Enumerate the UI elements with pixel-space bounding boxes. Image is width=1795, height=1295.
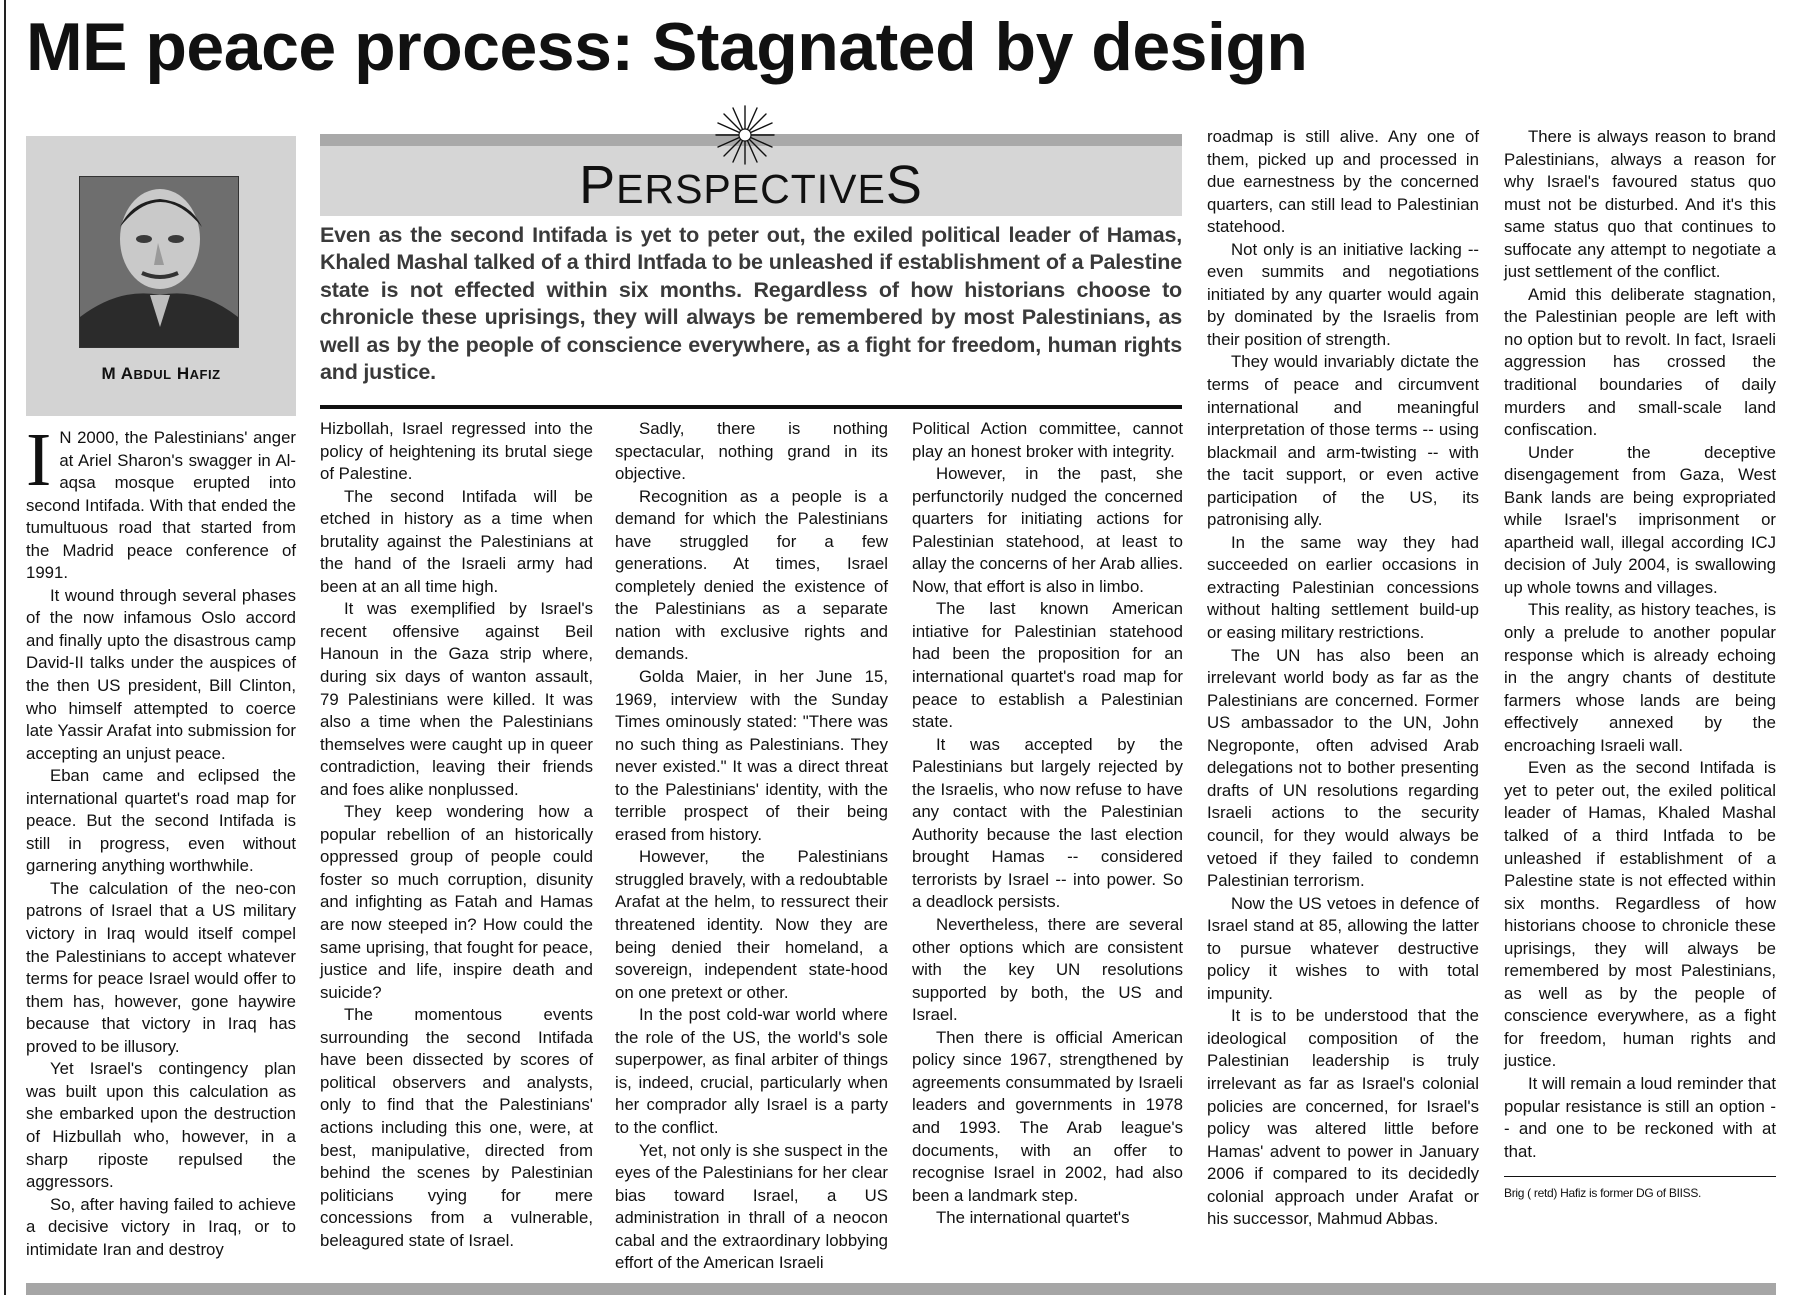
paragraph: It will remain a loud reminder that popular resistance is still an option -- and one to be reckoned with at that. xyxy=(1504,1073,1776,1161)
headline: ME peace process: Stagnated by design xyxy=(26,9,1308,85)
paragraph: Amid this deliberate stagnation, the Palestinian people are left with no option but to revolt. In fact, Israeli aggression has crossed the traditional boundaries of daily murders and small-scale land confiscation. xyxy=(1504,284,1776,440)
article-column-4 xyxy=(912,418,1183,1230)
paragraph: roadmap is still alive. Any one of them, picked up and processed in due earnestness by the concerned quarters, can still lead to Palestinian statehood. xyxy=(1207,127,1479,237)
author-credit: Brig ( retd) Hafiz is former DG of BIISS. xyxy=(1504,1186,1702,1200)
author-name xyxy=(26,364,296,384)
paragraph: They would invariably dictate the terms of peace and circumvent international and meaningful interpretation of those terms -- using blackmail and arm-twisting -- with the tacit support, or even active participation of the US, its patronising ally. xyxy=(1207,352,1479,530)
paragraph: N 2000, the Palestinians' anger at Ariel Sharon's swagger in Al-aqsa mosque erupted into second Intifada. With that ended the tumultuous road that started from the Madrid peace conference of 1991. xyxy=(26,428,296,583)
paragraph: Not only is an initiative lacking -- even summits and negotiations initiated by any quarter would again by dominated by the Israelis from their position of strength. xyxy=(1207,239,1479,349)
paragraph: Yet, not only is she suspect in the eyes of the Palestinians for her clear bias toward Israel, a US administration in thrall of a neocon cabal and the extraordinary lobbying effort of the American Israeli xyxy=(615,1140,888,1273)
paragraph: However, in the past, she perfunctorily nudged the concerned quarters for initiating actions for Palestinian statehood, at least to allay the concerns of her Arab allies. Now, that effort is also in limbo. xyxy=(912,464,1183,596)
paragraph: Yet Israel's contingency plan was built upon this calculation as she embarked upon the destruction of Hizbullah who, however, in a sharp riposte repulsed the aggressors. xyxy=(26,1059,296,1192)
paragraph: So, after having failed to achieve a decisive victory in Iraq, or to intimidate Iran and destroy xyxy=(26,1194,296,1259)
paragraph: In the post cold-war world where the role of the US, the world's sole superpower, as final arbiter of things is, indeed, crucial, particularly when her comprador ally Israel is a party to the conflict. xyxy=(615,1005,888,1137)
standfirst-rule xyxy=(320,405,1182,409)
author-name-initial: M A xyxy=(101,364,134,383)
paragraph: There is always reason to brand Palestinians, always a reason for why Israel's favoured status quo must not be disturbed. And it's this same status quo that continues to suffocate any attempt to negotiate a just settlement of the conflict. xyxy=(1504,127,1776,282)
drop-cap: I xyxy=(26,418,52,502)
paragraph: Nevertheless, there are several other options which are consistent with the key UN resolutions supported by both, the US and Israel. xyxy=(912,915,1183,1025)
paragraph: Eban came and eclipsed the international quartet's road map for peace. But the second Intifada is still in progress, even without garnering anything worthwhile. xyxy=(26,766,296,876)
paragraph: It was exemplified by Israel's recent offensive against Beil Hanoun in the Gaza strip where, during six days of wanton assault, 79 Palestinians were killed. It was also a time when the Palestinians themselves were caught up in queer contradiction, leaving their friends and foes alike nonplussed. xyxy=(320,599,593,799)
paragraph: Under the deceptive disengagement from Gaza, West Bank lands are being expropriated while Israel's imprisonment or apartheid wall, illegal according ICJ decision of July 2004, is swallowing up whole towns and villages. xyxy=(1504,442,1776,597)
author-photo xyxy=(79,176,239,348)
paragraph: Sadly, there is nothing spectacular, nothing grand in its objective. xyxy=(615,419,888,484)
section-title xyxy=(320,154,1182,216)
paragraph: The second Intifada will be etched in history as a time when brutality against the Palestinians at the hand of the Israeli army had been at an all time high. xyxy=(320,486,593,596)
paragraph: Golda Maier, in her June 15, 1969, interview with the Sunday Times ominously stated: "There was no such thing as Palestinians. They never existed." It was a direct threat to the Palestinians' identity, with the terrible prospect of their being erased from history. xyxy=(615,667,888,844)
paragraph: The UN has also been an irrelevant world body as far as the Palestinians are concerned. Former US ambassador to the UN, John Negroponte, often advised Arab delegations not to bother presenting drafts of UN resolutions regarding Israeli actions to the security council, for they would always be vetoed if they failed to condemn Palestinian terrorism. xyxy=(1207,645,1479,891)
paragraph: In the same way they had succeeded on earlier occasions in extracting Palestinian concessions without halting settlement build-up or easing military restrictions. xyxy=(1207,532,1479,643)
article-column-6 xyxy=(1504,126,1776,1163)
section-title-p: P xyxy=(579,155,617,215)
paragraph: It is to be understood that the ideological composition of the Palestinian leadership is truly irrelevant as far as Israel's colonial policies are concerned, for Israel's policy was altered little before Hamas' advent to power in January 2006 if compared to its decidedly colonial approach under Arafat or his successor, Mahmud Abbas. xyxy=(1207,1006,1479,1229)
paragraph: It wound through several phases of the now infamous Oslo accord and finally upto the disastrous camp David-II talks under the auspices of the then US president, Bill Clinton, who himself attempted to coerce late Yassir Arafat into submission for accepting an unjust peace. xyxy=(26,585,296,763)
paragraph: The last known American intiative for Palestinian statehood had been the proposition for an international quartet's road map for peace to establish a Palestinian state. xyxy=(912,599,1183,732)
article-column-2 xyxy=(320,418,593,1252)
paragraph: This reality, as history teaches, is only a prelude to another popular response which is already echoing in the angry chants of destitute farmers whose lands are being effectively annexed by the encroaching Israeli wall. xyxy=(1504,600,1776,755)
paragraph: Then there is official American policy since 1967, strengthened by agreements consummated by Israeli leaders and governments in 1978 and 1993. The Arab league's documents, with an offer to recognise Israel in 2002, had also been a landmark step. xyxy=(912,1027,1183,1205)
paragraph: Now the US vetoes in defence of Israel stand at 85, allowing the latter to pursue whatever destructive policy it wishes to with total impunity. xyxy=(1207,893,1479,1003)
left-margin-rule xyxy=(4,0,6,1295)
article-column-1 xyxy=(26,418,296,1261)
paragraph: However, the Palestinians struggled bravely, with a redoubtable Arafat at the helm, to ressurect their threatened identity. Now they are being denied their homeland, a sovereign, independent state-hood on one pretext or other. xyxy=(615,847,889,1002)
paragraph: The international quartet's xyxy=(936,1208,1130,1228)
bottom-bar xyxy=(26,1283,1776,1295)
article-column-5 xyxy=(1207,126,1479,1231)
article-column-3 xyxy=(615,418,888,1275)
author-box xyxy=(26,136,296,416)
paragraph: Hizbollah, Israel regressed into the policy of heightening its brutal siege of Palestine. xyxy=(320,419,593,484)
author-name-surname-initial: H xyxy=(171,364,190,383)
section-title-middle: ERSPECTIVE xyxy=(616,166,886,212)
author-portrait-illustration xyxy=(80,177,238,347)
author-name-smallcaps-2: AFIZ xyxy=(189,367,221,382)
paragraph: The momentous events surrounding the second Intifada have been dissected by scores of political observers and analysts, only to find that the Palestinians' actions including this one, were, at best, manipulative, directed from behind the scenes by Palestinian politicians vying for mere concessions from a vulnerable, beleagured state of Israel. xyxy=(320,1005,593,1250)
paragraph: Recognition as a people is a demand for which the Palestinians have struggled for a few generations. At times, Israel completely denied the existence of the Palestinians as a separate nation with exclusive rights and demands. xyxy=(615,486,888,664)
paragraph: Even as the second Intifada is yet to peter out, the exiled political leader of Hamas, Khaled Mashal talked of a third Intfada to be unleashed if establishment of a Palestine state is not effected within six months. Regardless of how historians choose to chronicle these uprisings, they will always be remembered by most Palestinians, as well as by the people of conscience everywhere, as a fight for freedom, human rights and justice. xyxy=(1504,758,1776,1071)
paragraph: The calculation of the neo-con patrons of Israel that a US military victory in Iraq would itself compel the Palestinians to accept whatever terms for peace Israel would offer to them has, however, gone haywire because that victory in Iraq has proved to be illusory. xyxy=(26,878,296,1056)
credit-rule xyxy=(1504,1176,1776,1177)
paragraph: Political Action committee, cannot play an honest broker with integrity. xyxy=(912,419,1183,461)
section-title-s: S xyxy=(885,155,923,215)
paragraph: They keep wondering how a popular rebellion of an historically oppressed group of people could foster so much corruption, disunity and infighting as Fatah and Hamas are now steeped in? How could the same uprising, that fought for peace, justice and life, inspire death and suicide? xyxy=(320,802,593,1002)
paragraph: It was accepted by the Palestinians but largely rejected by the Israelis, who now refuse to have any contact with the Palestinian Authority because the last election brought Hamas -- considered terrorists by Israel -- into power. So a deadlock persists. xyxy=(912,734,1183,912)
standfirst: Even as the second Intifada is yet to peter out, the exiled political leader of Hamas, Khaled Mashal talked of a third Intfada to be unleashed if establishment of a Palestine state is not effected within six months. Regardless of how historians choose to chronicle these uprisings, they will always be remembered by most Palestinians, as well as by the people of conscience everywhere, as a fight for freedom, human rights and justice. xyxy=(320,223,1182,385)
author-name-smallcaps-1: BDUL xyxy=(133,367,172,382)
